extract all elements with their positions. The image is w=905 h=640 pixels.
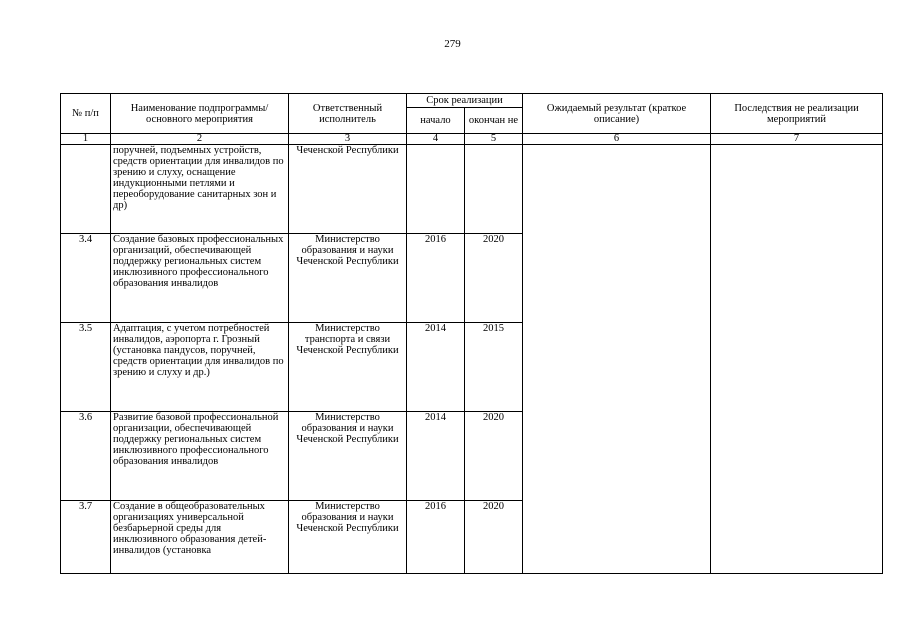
row-number: 3.5	[61, 323, 111, 412]
start-year: 2016	[407, 234, 465, 323]
header-end: окончан не	[465, 108, 523, 134]
header-name: Наименование подпрограммы/ основного мероприятия	[111, 94, 289, 134]
column-number: 4	[407, 134, 465, 145]
header-period: Срок реализации	[407, 94, 523, 108]
column-number: 6	[523, 134, 711, 145]
activities-table	[60, 93, 883, 574]
start-year: 2016	[407, 501, 465, 574]
executor: Министерство образования и науки Чеченской Республики	[289, 234, 407, 323]
executor: Министерство образования и науки Чеченской Республики	[289, 412, 407, 501]
end-year	[465, 145, 523, 234]
table-row	[61, 145, 883, 234]
column-number: 3	[289, 134, 407, 145]
row-number: 3.7	[61, 501, 111, 574]
row-number: 3.4	[61, 234, 111, 323]
end-year: 2020	[465, 412, 523, 501]
header-no: № п/п	[61, 94, 111, 134]
executor: Чеченской Республики	[289, 145, 407, 234]
activity-name: Создание базовых профессиональных организаций, обеспечивающей поддержку региональных систем инклюзивного профессионального образования инвалидов	[111, 234, 289, 323]
header-result: Ожидаемый результат (краткое описание)	[523, 94, 711, 134]
column-number: 5	[465, 134, 523, 145]
end-year: 2020	[465, 501, 523, 574]
start-year: 2014	[407, 323, 465, 412]
header-executor: Ответственный исполнитель	[289, 94, 407, 134]
executor: Министерство транспорта и связи Чеченской Республики	[289, 323, 407, 412]
expected-result-cell	[523, 145, 711, 574]
header-start: начало	[407, 108, 465, 134]
activity-name: Адаптация, с учетом потребностей инвалидов, аэропорта г. Грозный (установка пандусов, поручней, средств ориентации для инвалидов по зрению и слуху и др.)	[111, 323, 289, 412]
column-number: 2	[111, 134, 289, 145]
end-year: 2020	[465, 234, 523, 323]
start-year	[407, 145, 465, 234]
consequences-cell	[711, 145, 883, 574]
end-year: 2015	[465, 323, 523, 412]
start-year: 2014	[407, 412, 465, 501]
executor: Министерство образования и науки Чеченской Республики	[289, 501, 407, 574]
column-number: 7	[711, 134, 883, 145]
row-number: 3.6	[61, 412, 111, 501]
activity-name: Развитие базовой профессиональной организации, обеспечивающей поддержку региональных систем инклюзивного профессионального образования инвалидов	[111, 412, 289, 501]
row-number	[61, 145, 111, 234]
page-number: 279	[444, 38, 461, 50]
activity-name: поручней, подъемных устройств, средств ориентации для инвалидов по зрению и слуху, оснащение индукционными петлями и переоборудование санитарных зон и др)	[111, 145, 289, 234]
column-number: 1	[61, 134, 111, 145]
activity-name: Создание в общеобразовательных организациях универсальной безбарьерной среды для инклюзивного образования детей-инвалидов (установка	[111, 501, 289, 574]
header-consequences: Последствия не реализации мероприятий	[711, 94, 883, 134]
